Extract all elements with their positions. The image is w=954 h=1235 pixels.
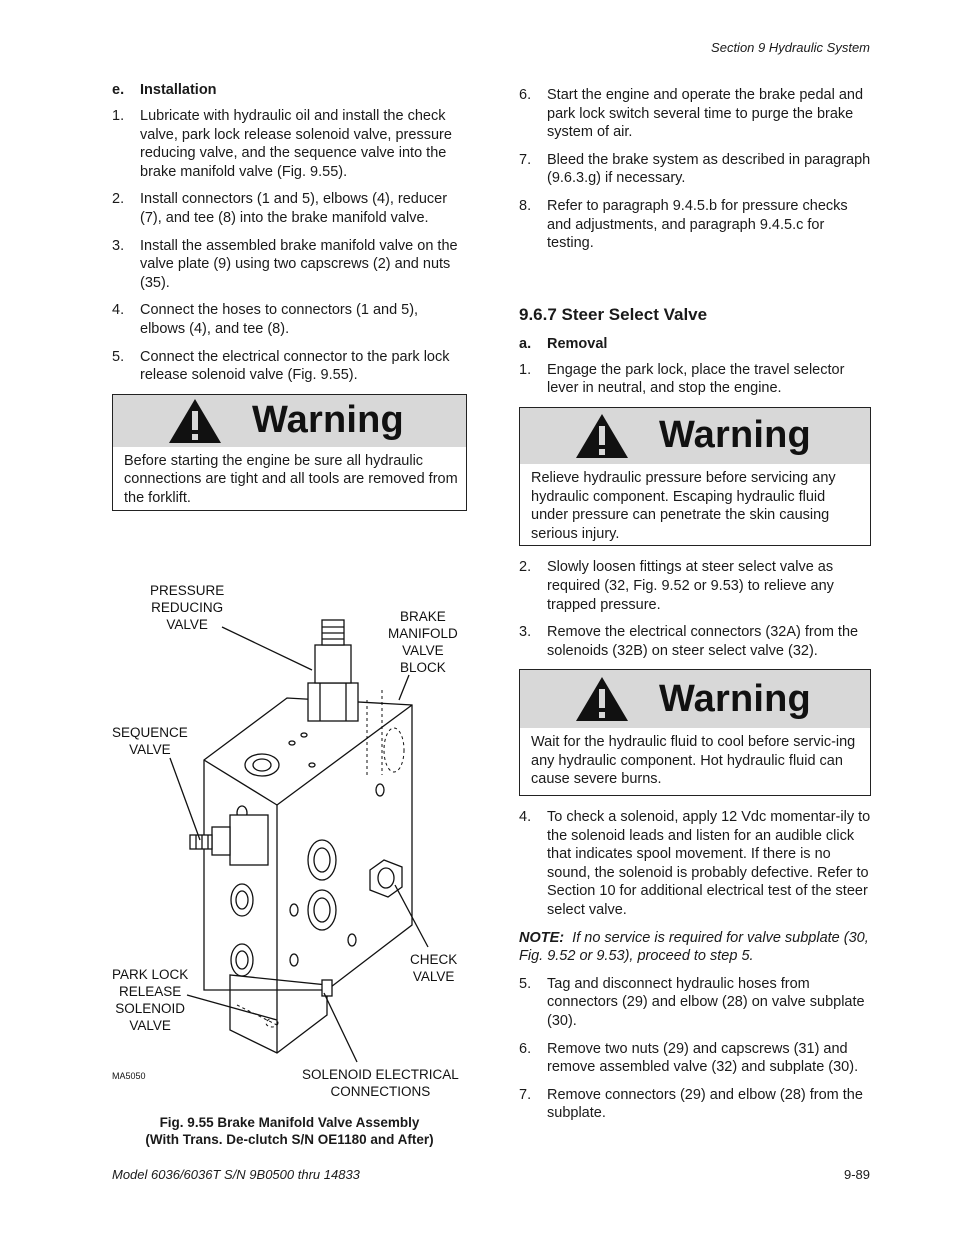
- left-column: [112, 82, 467, 511]
- list-item: 7. Remove connectors (29) and elbow (28) from the subplate.: [519, 1086, 863, 1122]
- warning-box: [112, 394, 467, 511]
- note-text: If no service is required for valve subplate (30, Fig. 9.52 or 9.53), proceed to step 5.: [519, 929, 869, 965]
- warning-header: [520, 408, 870, 464]
- warning-title: Warning: [659, 677, 811, 720]
- warning-title: Warning: [659, 414, 811, 457]
- warning-text: Wait for the hydraulic fluid to cool before servic-ing any hydraulic component. Hot hydraulic fluid can cause severe burns.: [531, 734, 856, 788]
- list-item: 5. Tag and disconnect hydraulic hoses from connectors (29) and elbow (28) on valve subplate (30).: [519, 975, 865, 1029]
- list-item: 2. Slowly loosen fittings at steer select valve as required (32, Fig. 9.52 or 9.53) to relieve any trapped pressure.: [519, 559, 834, 613]
- installation-heading: e. Installation: [112, 82, 217, 98]
- note: [519, 929, 871, 966]
- list-item: 4. To check a solenoid, apply 12 Vdc momentar-ily to the solenoid leads and listen for an audible click that indicates spool movement. If there is no sound, the solenoid is probably defective. Refer to Section 10 for additional electrical test of the steer select valve.: [519, 809, 871, 919]
- warning-text: Before starting the engine be sure all hydraulic connections are tight and all tools are removed from the forklift.: [124, 452, 458, 506]
- label-brake-manifold-block: BRAKE MANIFOLD VALVE BLOCK: [388, 609, 458, 675]
- warning-header: [520, 670, 870, 728]
- section-title: 9.6.7 Steer Select Valve: [519, 304, 708, 324]
- list-item: 4. Connect the hoses to connectors (1 and 5), elbows (4), and tee (8).: [112, 302, 419, 337]
- running-header: Section 9 Hydraulic System: [711, 40, 870, 55]
- list-item: 5. Connect the electrical connector to the park lock release solenoid valve (Fig. 9.55).: [112, 348, 450, 384]
- list-item: 6. Start the engine and operate the brake pedal and park lock switch several time to purge the brake system of air.: [519, 87, 864, 141]
- right-column: [519, 86, 871, 1132]
- label-sequence-valve: SEQUENCE VALVE: [112, 725, 188, 757]
- label-park-lock-solenoid: PARK LOCK RELEASE SOLENOID VALVE: [112, 967, 189, 1033]
- label-pressure-reducing-valve: PRESSURE REDUCING VALVE: [150, 583, 225, 632]
- warning-icon: [575, 676, 629, 722]
- list-item: 6. Remove two nuts (29) and capscrews (31) and remove assembled valve (32) and subplate (30).: [519, 1040, 859, 1076]
- warning-icon: [168, 398, 222, 444]
- warning-header: [113, 395, 466, 447]
- figure-brake-manifold: [112, 575, 472, 1115]
- warning-icon: [575, 413, 629, 459]
- warning-text: Relieve hydraulic pressure before servicing any hydraulic component. Escaping hydraulic fluid under pressure can penetrate the skin causing serious injury.: [531, 469, 836, 542]
- label-solenoid-connections: SOLENOID ELECTRICAL CONNECTIONS: [302, 1067, 459, 1099]
- footer-model: Model 6036/6036T S/N 9B0500 thru 14833: [112, 1167, 360, 1182]
- figure-tag: MA5050: [112, 1071, 146, 1081]
- page-number: 9-89: [843, 1167, 870, 1182]
- warning-title: Warning: [252, 399, 404, 442]
- list-item: 3. Install the assembled brake manifold valve on the valve plate (9) using two capscrews (2) and nuts (35).: [112, 237, 458, 291]
- note-label: NOTE:: [519, 929, 565, 946]
- list-item: 1. Engage the park lock, place the travel selector lever in neutral, and stop the engine.: [519, 361, 845, 397]
- removal-heading: a. Removal: [519, 335, 608, 352]
- label-check-valve: CHECK VALVE: [410, 952, 458, 984]
- list-item: 2. Install connectors (1 and 5), elbows (4), reducer (7), and tee (8) into the brake manifold valve.: [112, 191, 448, 226]
- list-item: 1. Lubricate with hydraulic oil and install the check valve, park lock release solenoid valve, pressure reducing valve, and the sequence valve into the brake manifold valve (Fig. 9.55).: [112, 108, 452, 180]
- list-item: 3. Remove the electrical connectors (32A) from the solenoids (32B) on steer select valve (32).: [519, 624, 859, 659]
- figure-caption: Fig. 9.55 Brake Manifold Valve Assembly (With Trans. De-clutch S/N OE1180 and After): [145, 1115, 434, 1147]
- warning-box: [519, 407, 871, 546]
- list-item: 7. Bleed the brake system as described in paragraph (9.6.3.g) if necessary.: [519, 151, 871, 187]
- warning-box: [519, 669, 871, 796]
- list-item: 8. Refer to paragraph 9.4.5.b for pressure checks and adjustments, and paragraph 9.4.5.c for testing.: [519, 197, 848, 252]
